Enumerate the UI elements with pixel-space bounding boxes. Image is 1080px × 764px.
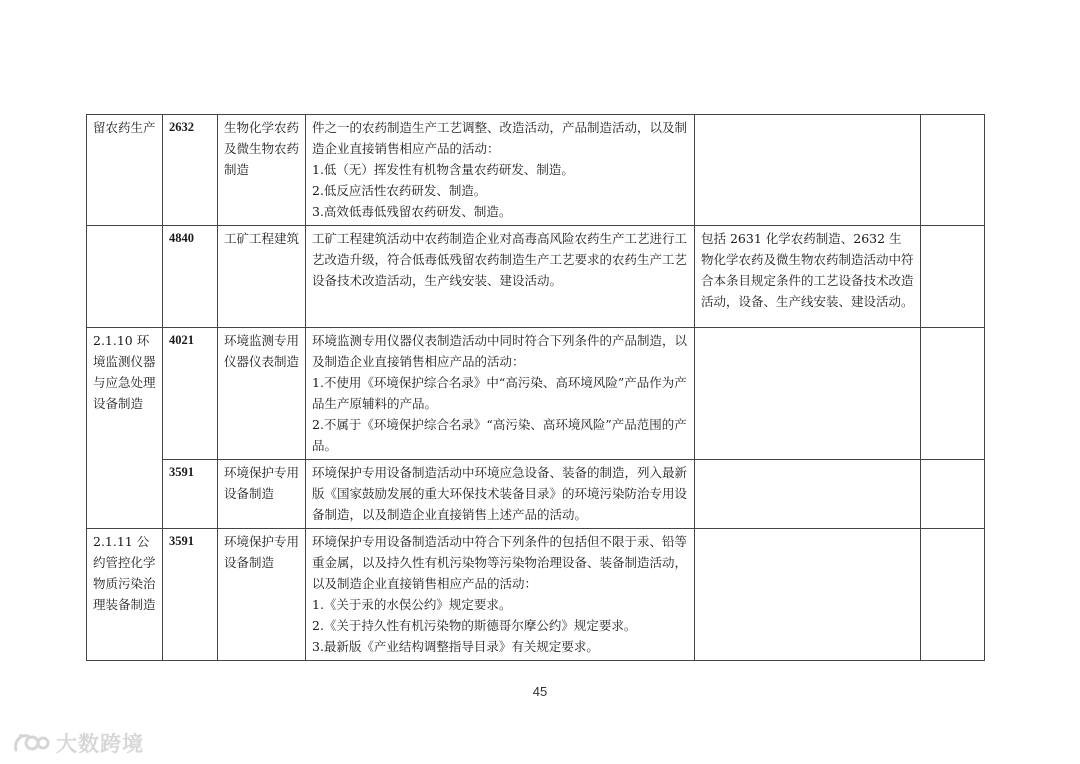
description-line: 1.不使用《环境保护综合名录》中“高污染、高环境风险”产品作为产品生产原辅料的产品。 <box>312 375 687 411</box>
code-cell: 4840 <box>163 226 218 328</box>
description-line: 环境监测专用仪器仪表制造活动中同时符合下列条件的产品制造，以及制造企业直接销售相应产品的活动： <box>312 333 688 369</box>
category-cell: 留农药生产 <box>87 115 163 226</box>
table-row <box>87 529 985 661</box>
description-line: 环境保护专用设备制造活动中符合下列条件的包括但不限于汞、铅等重金属，以及持久性有机污染物等污染物治理设备、装备制造活动，以及制造企业直接销售相应产品的活动： <box>312 534 688 591</box>
extra-cell <box>921 115 985 226</box>
note-cell <box>695 529 921 661</box>
description-cell <box>306 328 695 460</box>
industry-cell: 环境保护专用设备制造 <box>218 460 306 529</box>
extra-cell <box>921 460 985 529</box>
note-cell <box>695 226 921 328</box>
table-row <box>87 328 985 460</box>
description-cell <box>306 115 695 226</box>
industry-cell: 工矿工程建筑 <box>218 226 306 328</box>
dashuju-logo-icon <box>12 730 50 756</box>
description-line: 3.最新版《产业结构调整指导目录》有关规定要求。 <box>312 639 599 654</box>
extra-cell <box>921 328 985 460</box>
code-cell: 4021 <box>163 328 218 460</box>
description-line: 2.不属于《环境保护综合名录》“高污染、高环境风险”产品范围的产品。 <box>312 417 687 453</box>
industry-cell: 生物化学农药及微生物农药制造 <box>218 115 306 226</box>
note-cell <box>695 460 921 529</box>
description-cell <box>306 460 695 529</box>
code-cell: 2632 <box>163 115 218 226</box>
description-line: 件之一的农药制造生产工艺调整、改造活动，产品制造活动，以及制造企业直接销售相应产品的活动： <box>312 120 688 156</box>
description-line: 2.低反应活性农药研发、制造。 <box>312 183 487 198</box>
description-cell <box>306 226 695 328</box>
description-line: 1.低（无）挥发性有机物含量农药研发、制造。 <box>312 162 574 177</box>
note-text: 包括 2631 化学农药制造、2632 生物化学农药及微生物农药制造活动中符合本条目规定条件的工艺设备技术改造活动，设备、生产线安装、建设活动。 <box>701 231 914 309</box>
description-line: 1.《关于汞的水俣公约》规定要求。 <box>312 597 512 612</box>
note-cell <box>695 328 921 460</box>
description-line: 工矿工程建筑活动中农药制造企业对高毒高风险农药生产工艺进行工艺改造升级，符合低毒低残留农药制造生产工艺要求的农药生产工艺设备技术改造活动，生产线安装、建设活动。 <box>312 231 688 288</box>
classification-table <box>86 114 985 661</box>
watermark <box>12 728 144 758</box>
table-row <box>87 115 985 226</box>
category-cell: 2.1.11 公约管控化学物质污染治理装备制造 <box>87 529 163 661</box>
category-cell: 2.1.10 环境监测仪器与应急处理设备制造 <box>87 328 163 529</box>
extra-cell <box>921 226 985 328</box>
extra-cell <box>921 529 985 661</box>
description-line: 环境保护专用设备制造活动中环境应急设备、装备的制造，列入最新版《国家鼓励发展的重大环保技术装备目录》的环境污染防治专用设备制造，以及制造企业直接销售上述产品的活动。 <box>312 465 688 522</box>
table-row <box>87 460 985 529</box>
code-cell: 3591 <box>163 529 218 661</box>
code-cell: 3591 <box>163 460 218 529</box>
table-row <box>87 226 985 328</box>
note-cell <box>695 115 921 226</box>
page-number: 45 <box>532 684 548 699</box>
description-line: 3.高效低毒低残留农药研发、制造。 <box>312 204 512 219</box>
watermark-text: 大数跨境 <box>56 732 144 756</box>
industry-cell: 环境监测专用仪器仪表制造 <box>218 328 306 460</box>
industry-cell: 环境保护专用设备制造 <box>218 529 306 661</box>
category-cell-continued <box>87 226 163 328</box>
description-line: 2.《关于持久性有机污染物的斯德哥尔摩公约》规定要求。 <box>312 618 637 633</box>
description-cell <box>306 529 695 661</box>
